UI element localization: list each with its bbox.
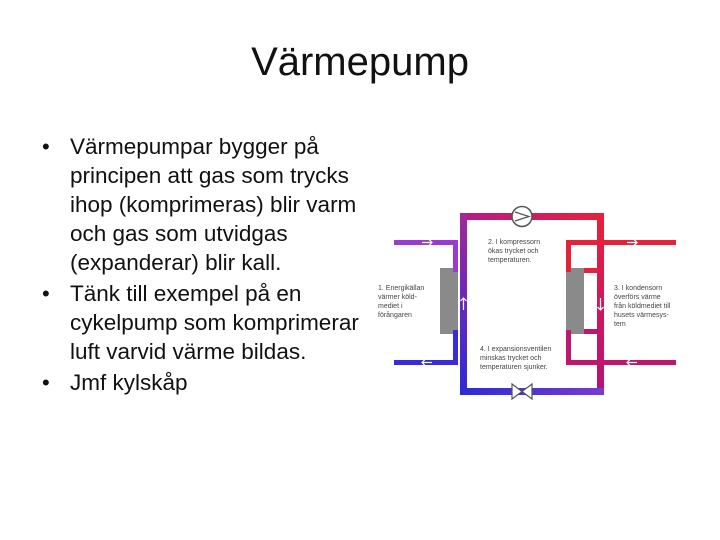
- expansion-valve-icon: [512, 384, 532, 399]
- source-pipe-upper-drop: [453, 240, 458, 272]
- condenser-link-lower: [584, 329, 598, 334]
- bullet-item: [40, 279, 360, 366]
- step4-label: 4. I expansionsventilen minskas trycket och temperaturen sjunker.: [480, 346, 552, 371]
- heat-pump-diagram-svg: [372, 200, 692, 410]
- step3-label: 3. I kondensorn överförs värme från köldmediet till husets värmesys- tem: [614, 285, 671, 328]
- bullet-list: [40, 132, 360, 399]
- step2-label: 2. I kompressorn ökas trycket och temperaturen.: [488, 239, 541, 264]
- heating-pipe-lower: [566, 360, 676, 365]
- bullet-text: Värmepumpar bygger på principen att gas som trycks ihop (komprimeras) blir varm och gas som utvidgas (expanderar) blir kall.: [70, 134, 357, 275]
- heating-pipe-upper: [566, 240, 676, 245]
- bullet-text: Jmf kylskåp: [70, 370, 188, 395]
- bullet-dot: •: [42, 281, 50, 306]
- bullet-item: [40, 132, 360, 277]
- step1-label: 1. Energikällan värmer köld- mediet i förångaren: [378, 285, 425, 319]
- evaporator: [440, 268, 458, 334]
- bullet-item: [40, 368, 360, 397]
- bullet-text: Tänk till exempel på en cykelpump som komprimerar luft varvid värme bildas.: [70, 281, 359, 364]
- slide-title: Värmepump: [251, 40, 469, 84]
- bullet-dot: •: [42, 134, 50, 159]
- condenser-link-upper: [584, 268, 598, 273]
- source-pipe-lower-rise: [453, 330, 458, 365]
- heat-pump-diagram: [372, 200, 692, 410]
- bullet-dot: •: [42, 370, 50, 395]
- condenser: [566, 268, 584, 334]
- heating-pipe-lower-drop: [566, 330, 571, 365]
